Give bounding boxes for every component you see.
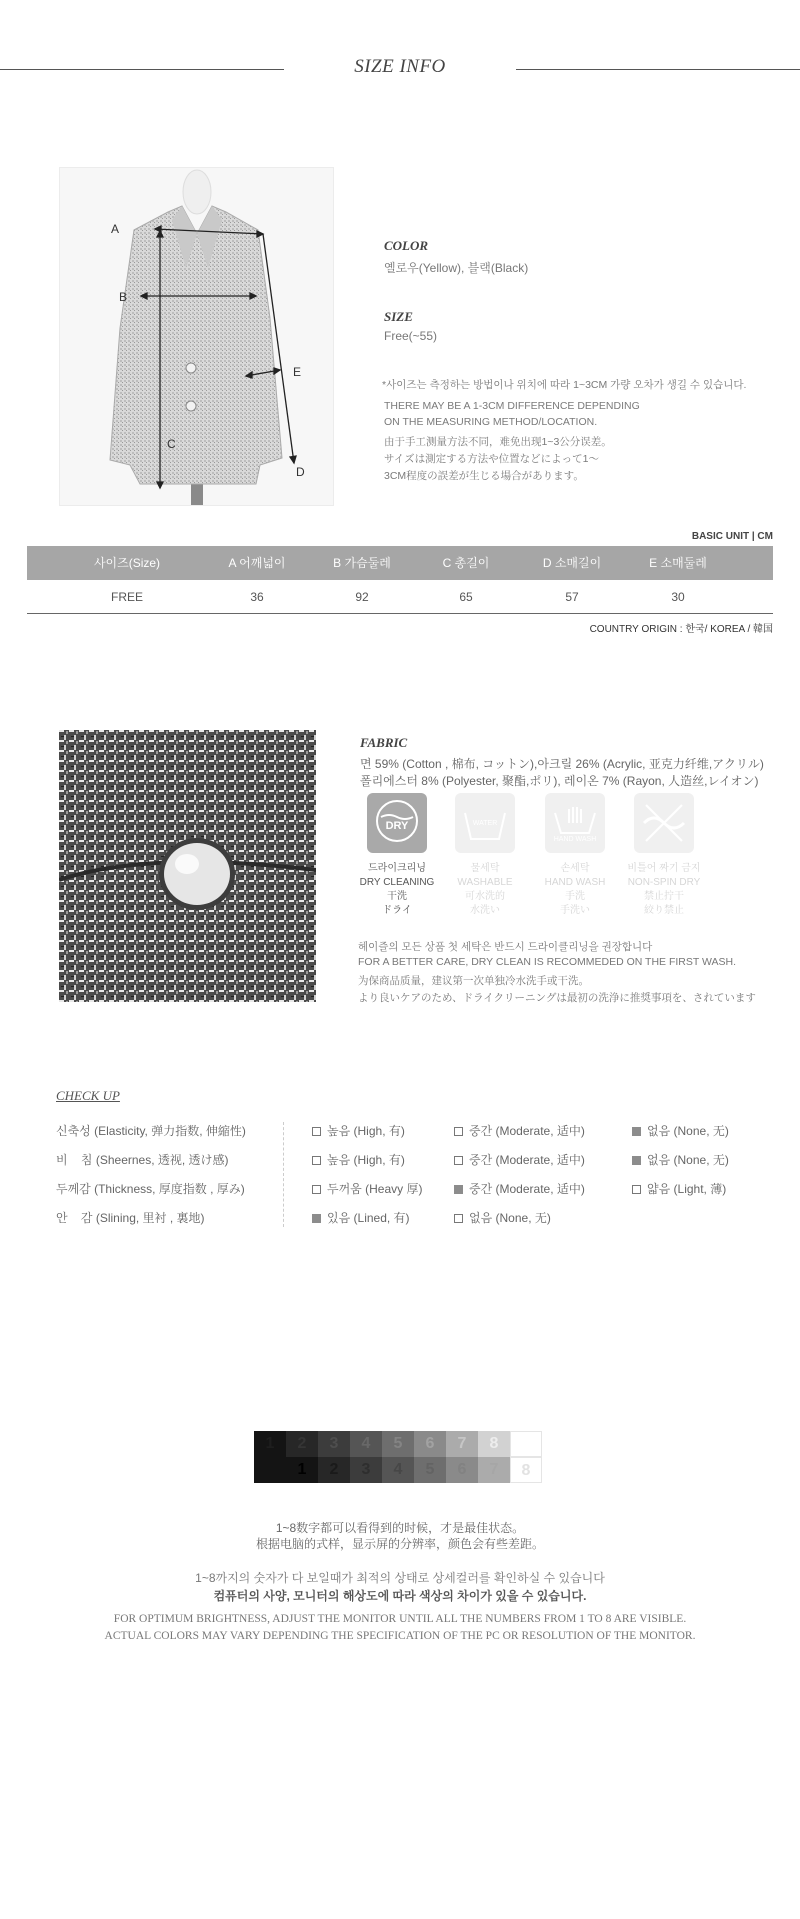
care-text: 비틀어 짜기 금지 <box>627 863 701 874</box>
checkbox <box>454 1156 463 1165</box>
table-cell: 57 <box>565 590 579 604</box>
grayscale-cell: 8 <box>478 1431 510 1457</box>
table-cell: 30 <box>671 590 685 604</box>
care-label-hand <box>530 862 620 918</box>
check-up-title: CHECK UP <box>56 1088 120 1103</box>
care-text: 手洗 <box>565 891 585 902</box>
checkbox <box>312 1185 321 1194</box>
checkbox <box>312 1156 321 1165</box>
check-option <box>454 1122 585 1139</box>
monitor-note-en-1: FOR OPTIMUM BRIGHTNESS, ADJUST THE MONITOR UNTIL ALL THE NUMBERS FROM 1 TO 8 ARE VISIBLE. <box>113 1613 687 1625</box>
grayscale-cell: 5 <box>382 1431 414 1457</box>
monitor-grayscale-chart <box>254 1431 542 1483</box>
care-advice-cn: 为保商品质量，建议第一次单独冷水洗手或干洗。 <box>358 975 589 987</box>
grayscale-cell: 2 <box>286 1431 318 1457</box>
label-e: E <box>293 365 302 379</box>
unit-label: BASIC UNIT | CM <box>691 531 773 542</box>
care-text: DRY CLEANING <box>359 877 435 888</box>
monitor-note-cn-1: 1~8数字都可以看得到的时候，才是最佳状态。 <box>275 1521 525 1535</box>
care-text: 可水洗的 <box>465 891 505 902</box>
table-header-cell: 사이즈(Size) <box>93 556 161 570</box>
dry-clean-icon-text: DRY <box>385 820 409 832</box>
check-option <box>312 1151 405 1168</box>
check-label-thickness: 두께감 (Thickness, 厚度指数 , 厚み) <box>56 1182 245 1196</box>
table-header-cell: A 어깨넓이 <box>228 556 286 570</box>
table-header-cell: D 소매길이 <box>542 556 602 570</box>
care-text: 禁止拧干 <box>644 891 684 902</box>
label-d: D <box>296 465 305 479</box>
grayscale-cell: 3 <box>350 1457 382 1483</box>
check-option-label: 중간 (Moderate, 适中) <box>469 1153 585 1167</box>
measurement-image <box>59 167 334 506</box>
checkbox <box>632 1127 641 1136</box>
care-text: 手洗い <box>560 905 590 916</box>
check-option <box>632 1180 726 1197</box>
checkbox <box>454 1185 463 1194</box>
check-option-label: 얇음 (Light, 薄) <box>647 1182 727 1196</box>
check-option <box>454 1209 551 1226</box>
fabric-heading: FABRIC <box>360 735 408 750</box>
checkbox <box>454 1127 463 1136</box>
care-text: ドライ <box>382 905 412 916</box>
care-advice-jp: より良いケアのため、ドライクリーニングは最初の洗浄に推奨事項を、されています <box>358 992 756 1004</box>
check-option-label: 없음 (None, 无) <box>647 1124 729 1138</box>
grayscale-cell: 4 <box>350 1431 382 1457</box>
care-label-water <box>440 862 530 918</box>
grayscale-cell: 2 <box>318 1457 350 1483</box>
checkbox <box>632 1156 641 1165</box>
grayscale-cell: 3 <box>318 1431 350 1457</box>
care-text: 絞り禁止 <box>644 905 684 916</box>
care-label-spin <box>619 862 709 918</box>
care-advice-kr: 헤이즐의 모든 상품 첫 세탁은 반드시 드라이클리닝을 권장합니다 <box>358 941 653 953</box>
grayscale-cell <box>510 1431 542 1457</box>
monitor-note-cn-2: 根据电脑的式样，显示屏的分辨率，颜色会有些差距。 <box>255 1537 544 1551</box>
check-option <box>312 1122 405 1139</box>
size-table-header <box>27 546 773 580</box>
fabric-closeup-image <box>59 730 316 1002</box>
grayscale-cell <box>254 1457 286 1483</box>
monitor-note-en-2: ACTUAL COLORS MAY VARY DEPENDING THE SPECIFICATION OF THE PC OR RESOLUTION OF THE MONITOR. <box>104 1630 696 1642</box>
checkbox <box>454 1214 463 1223</box>
care-advice-en: FOR A BETTER CARE, DRY CLEAN IS RECOMMEDED ON THE FIRST WASH. <box>358 956 737 968</box>
grayscale-cell: 4 <box>382 1457 414 1483</box>
grayscale-cell: 1 <box>254 1431 286 1457</box>
check-option-label: 높음 (High, 有) <box>327 1124 405 1138</box>
country-origin: COUNTRY ORIGIN : 한국/ KOREA / 韓国 <box>589 624 773 635</box>
note-en-1: THERE MAY BE A 1-3CM DIFFERENCE DEPENDING <box>384 400 640 412</box>
care-text: 물세탁 <box>470 863 500 874</box>
check-option <box>632 1122 729 1139</box>
care-text: 손세탁 <box>560 863 590 874</box>
hand-wash-icon <box>545 793 605 853</box>
grayscale-cell: 1 <box>286 1457 318 1483</box>
grayscale-cell: 7 <box>478 1457 510 1483</box>
check-option <box>312 1209 410 1226</box>
note-jp-2: 3CM程度の誤差が生じる場合があります。 <box>384 470 584 482</box>
checkbox <box>312 1127 321 1136</box>
section-title: SIZE INFO <box>354 56 446 77</box>
grayscale-cell: 8 <box>510 1457 542 1483</box>
check-option <box>454 1151 585 1168</box>
check-label-elasticity: 신축성 (Elasticity, 弹力指数, 伸縮性) <box>56 1124 246 1138</box>
check-option-label: 높음 (High, 有) <box>327 1153 405 1167</box>
care-label-dry <box>352 862 442 918</box>
grayscale-cell: 6 <box>446 1457 478 1483</box>
table-cell: 36 <box>250 590 264 604</box>
table-header-cell: C 총길이 <box>442 556 490 570</box>
hand-wash-icon-text: HAND WASH <box>553 836 597 843</box>
water-wash-icon-text: WATER <box>472 820 498 827</box>
check-option-label: 있음 (Lined, 有) <box>327 1211 410 1225</box>
table-header-cell: E 소매둘레 <box>649 556 707 570</box>
note-kr: *사이즈는 측정하는 방법이나 위치에 따라 1~3CM 가량 오차가 생길 수 있습니다. <box>382 379 747 391</box>
check-option-label: 없음 (None, 无) <box>647 1153 729 1167</box>
table-cell: FREE <box>110 590 143 604</box>
care-text: 水洗い <box>470 905 500 916</box>
check-label-lining: 안 감 (Slining, 里衬 , 裏地) <box>56 1211 205 1225</box>
size-value: Free(~55) <box>384 329 438 343</box>
check-option <box>312 1180 422 1197</box>
label-a: A <box>111 222 120 236</box>
grayscale-cell: 6 <box>414 1431 446 1457</box>
care-text: 干洗 <box>387 891 407 902</box>
check-option-label: 두꺼움 (Heavy 厚) <box>327 1182 423 1196</box>
check-option <box>632 1151 729 1168</box>
dry-clean-icon <box>367 793 427 853</box>
checkbox <box>632 1185 641 1194</box>
note-cn: 由于手工测量方法不同，难免出现1~3公分误差。 <box>384 436 612 448</box>
table-header-cell: B 가슴둘레 <box>333 556 391 570</box>
check-option-label: 중간 (Moderate, 适中) <box>469 1124 585 1138</box>
monitor-note-kr-1: 1~8까지의 숫자가 다 보일때가 최적의 상태로 상세컬러를 확인하실 수 있습니다 <box>195 1571 605 1585</box>
fabric-line-1: 면 59% (Cotton , 棉布, コットン),아크릴 26% (Acrylic, 亚克力纤维,アクリル) <box>360 757 764 771</box>
care-text: WASHABLE <box>457 877 513 888</box>
color-heading: COLOR <box>384 238 429 253</box>
size-table-row <box>27 580 773 614</box>
check-option-label: 없음 (None, 无) <box>469 1211 551 1225</box>
check-option-label: 중간 (Moderate, 适中) <box>469 1182 585 1196</box>
care-text: 드라이크리닝 <box>368 863 426 874</box>
care-text: NON-SPIN DRY <box>627 877 701 888</box>
checkbox <box>312 1214 321 1223</box>
size-heading: SIZE <box>384 309 413 324</box>
note-jp-1: サイズは測定する方法や位置などによって1～ <box>384 453 599 465</box>
color-value: 옐로우(Yellow), 블랙(Black) <box>384 261 529 275</box>
check-label-sheerness: 비 침 (Sheernes, 透视, 透け感) <box>56 1153 229 1167</box>
monitor-note-kr-2: 컴퓨터의 사양, 모니터의 해상도에 따라 색상의 차이가 있을 수 있습니다. <box>213 1589 587 1603</box>
check-option <box>454 1180 585 1197</box>
grayscale-cell: 5 <box>414 1457 446 1483</box>
grayscale-cell: 7 <box>446 1431 478 1457</box>
table-cell: 65 <box>459 590 473 604</box>
water-wash-icon <box>455 793 515 853</box>
label-c: C <box>167 437 176 451</box>
label-b: B <box>119 290 128 304</box>
note-en-2: ON THE MEASURING METHOD/LOCATION. <box>384 416 598 428</box>
no-wring-icon <box>634 793 694 853</box>
check-up-divider <box>283 1122 284 1227</box>
care-text: HAND WASH <box>544 877 606 888</box>
fabric-line-2: 폴리에스터 8% (Polyester, 聚酯,ポリ), 레이온 7% (Rayon, 人造丝,レイオン) <box>360 774 759 788</box>
table-cell: 92 <box>355 590 369 604</box>
